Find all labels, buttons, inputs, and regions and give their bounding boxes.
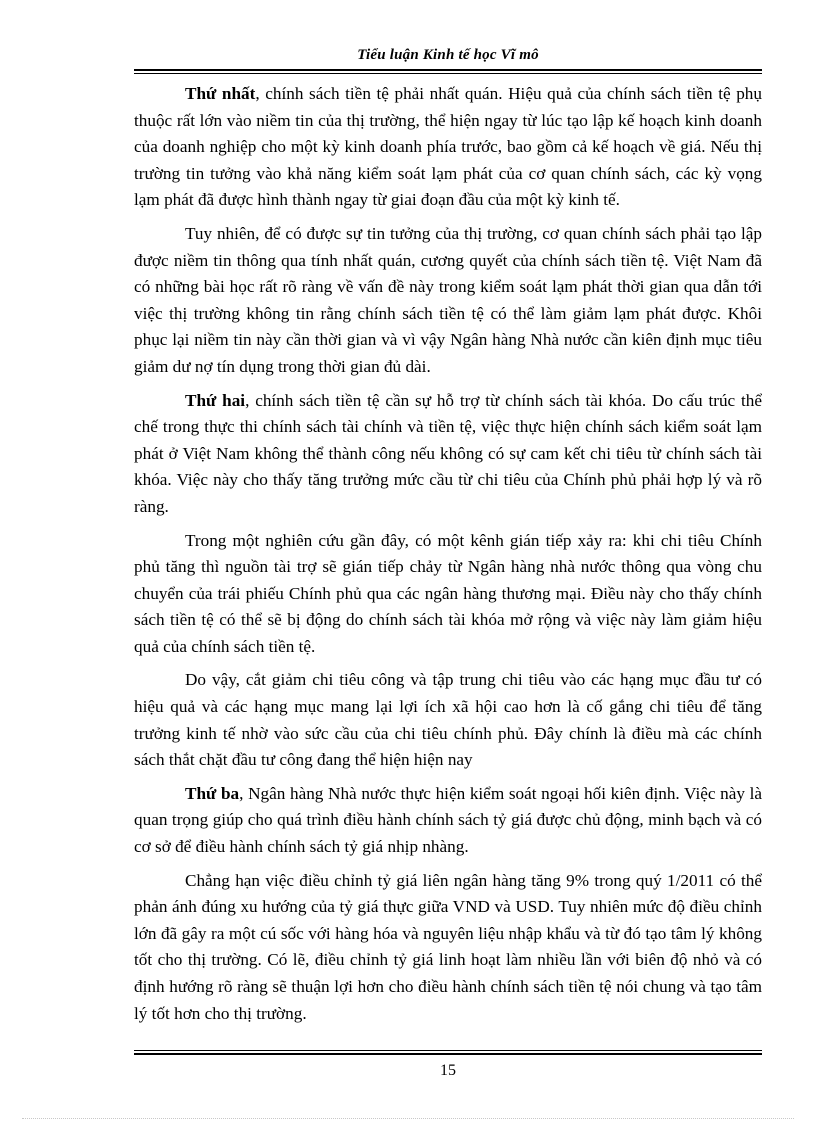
paragraph-text: Do vậy, cắt giảm chi tiêu công và tập trung chi tiêu vào các hạng mục đầu tư có hiệu quả và các hạng mục mang lại lợi ích xã hội cao hơn là cố gắng chi tiêu để tăng trưởng kinh tế nhờ vào sức cầu của chi tiêu chính phủ. Đây chính là điều mà các chính sách thắt chặt đầu tư công đang thể hiện hiện nay xyxy=(134,670,762,770)
paragraph-5 xyxy=(134,667,762,773)
paragraph-text: , chính sách tiền tệ cần sự hỗ trợ từ chính sách tài khóa. Do cấu trúc thể chế trong thực thi chính sách tài chính và tiền tệ, việc thực hiện chính sách kiểm soát lạm phát ở Việt Nam không thể thành công nếu không có sự cam kết chi tiêu từ chính sách tài khóa. Việc này cho thấy tăng trưởng mức cầu từ chi tiêu của Chính phủ phải hợp lý và rõ ràng. xyxy=(134,390,762,516)
paragraph-1 xyxy=(134,81,762,214)
header-rule xyxy=(134,69,762,74)
paragraph-4 xyxy=(134,528,762,661)
paragraph-text: Trong một nghiên cứu gần đây, có một kênh gián tiếp xảy ra: khi chi tiêu Chính phủ tăng thì nguồn tài trợ sẽ gián tiếp chảy từ Ngân hàng nhà nước thông qua vòng chu chuyển của trái phiếu Chính phủ qua các ngân hàng thương mại. Điều này cho thấy chính sách tiền tệ có thể sẽ bị động do chính sách tài khóa mở rộng và việc này làm giảm hiệu quả của chính sách tiền tệ. xyxy=(134,530,762,656)
paragraph-text: , Ngân hàng Nhà nước thực hiện kiểm soát ngoại hối kiên định. Việc này là quan trọng giúp cho quá trình điều hành chính sách tỷ giá được chủ động, minh bạch và có cơ sở để điều hành chính sách tỷ giá nhịp nhàng. xyxy=(134,783,762,857)
paragraph-6 xyxy=(134,781,762,861)
paragraph-3 xyxy=(134,388,762,521)
footer-rule xyxy=(134,1050,762,1055)
page-number: 15 xyxy=(440,1062,456,1079)
page-edge-divider xyxy=(22,1118,794,1119)
page-header-title: Tiểu luận Kinh tế học Vĩ mô xyxy=(357,47,539,63)
paragraph-7 xyxy=(134,868,762,1028)
paragraph-text: Chẳng hạn việc điều chỉnh tỷ giá liên ngân hàng tăng 9% trong quý 1/2011 có thể phản ánh đúng xu hướng của tỷ giá thực giữa VND và USD. Tuy nhiên mức độ điều chỉnh lớn đã gây ra một cú sốc với hàng hóa và nguyên liệu nhập khẩu và từ đó tạo tâm lý không tốt cho thị trường. Có lẽ, điều chỉnh tỷ giá linh hoạt làm nhiều lần với biên độ nhỏ và có định hướng rõ ràng sẽ thuận lợi hơn cho điều hành chính sách tiền tệ nói chung và tạo tâm lý tốt hơn cho thị trường. xyxy=(134,870,762,1023)
paragraph-lead: Thứ nhất xyxy=(185,84,256,103)
paragraph-lead: Thứ ba xyxy=(185,783,240,803)
paragraph-text: Tuy nhiên, để có được sự tin tưởng của thị trường, cơ quan chính sách phải tạo lập được niềm tin thông qua tính nhất quán, cương quyết của chính sách tiền tệ. Việt Nam đã có những bài học rất rõ ràng về vấn đề này trong kiểm soát lạm phát thời gian qua dẫn tới việc thị trường không tin rằng chính sách tiền tệ có thể làm giảm lạm phát được. Khôi phục lại niềm tin này cần thời gian và vì vậy Ngân hàng Nhà nước cần kiên định mục tiêu giảm dư nợ tín dụng trong thời gian đủ dài. xyxy=(134,223,762,376)
paragraph-text: , chính sách tiền tệ phải nhất quán. Hiệu quả của chính sách tiền tệ phụ thuộc rất lớn vào niềm tin của thị trường, thể hiện ngay từ lúc tạo lập kế hoạch kinh doanh của doanh nghiệp cho một kỳ kinh doanh phía trước, bao gồm cả kế hoạch về giá. Nếu thị trường tin tưởng vào khả năng kiểm soát lạm phát của cơ quan chính sách, các kỳ vọng lạm phát đã được hình thành ngay từ giai đoạn đầu của một kỳ kinh tế. xyxy=(134,84,762,210)
paragraph-lead: Thứ hai xyxy=(185,390,246,410)
document-body xyxy=(134,81,762,1034)
paragraph-2 xyxy=(134,221,762,381)
